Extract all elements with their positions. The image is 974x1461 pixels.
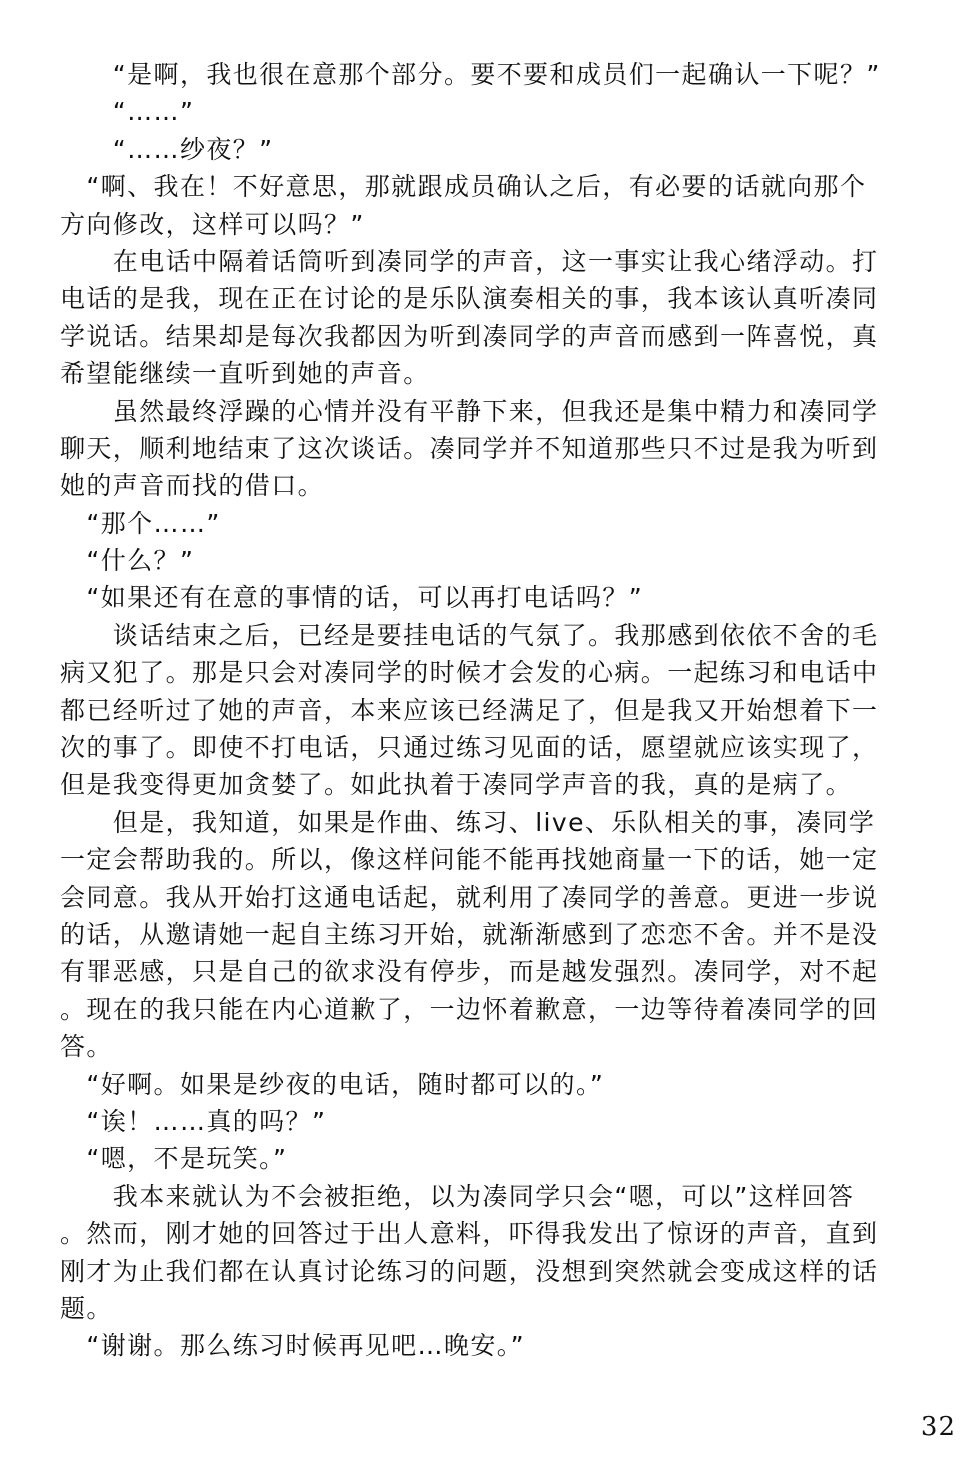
text-line: 会同意。我从开始打这通电话起，就利用了凑同学的善意。更进一步说 [60,882,879,912]
text-line: 都已经听过了她的声音，本来应该已经满足了，但是我又开始想着下一 [60,695,879,725]
text-line: 但是，我知道，如果是作曲、练习、live、乐队相关的事，凑同学 [60,807,876,837]
text-line: 电话的是我，现在正在讨论的是乐队演奏相关的事，我本该认真听凑同 [60,284,879,314]
body-text [60,56,916,1365]
text-line: 谈话结束之后，已经是要挂电话的气氛了。我那感到依依不舍的毛 [60,620,879,650]
text-line: 次的事了。即使不打电话，只通过练习见面的话，愿望就应该实现了， [60,733,879,763]
text-line: 。然而，刚才她的回答过于出人意料，吓得我发出了惊讶的声音，直到 [60,1219,879,1249]
text-line: 题。 [60,1293,113,1323]
text-line: “诶！……真的吗？” [60,1106,327,1136]
text-line: 在电话中隔着话筒听到凑同学的声音，这一事实让我心绪浮动。打 [60,246,879,276]
text-line: 刚才为止我们都在认真讨论练习的问题，没想到突然就会变成这样的话 [60,1256,879,1286]
text-line: 我本来就认为不会被拒绝，以为凑同学只会“嗯，可以”这样回答 [60,1181,855,1211]
text-line: “……” [60,97,195,127]
text-line: “那个……” [60,508,221,538]
page-number: 32 [920,1412,956,1442]
text-line: 答。 [60,1032,113,1062]
text-line: “好啊。如果是纱夜的电话，随时都可以的。” [60,1069,605,1099]
text-line: 。现在的我只能在内心道歉了，一边怀着歉意，一边等待着凑同学的回 [60,994,879,1024]
text-line: 方向修改，这样可以吗？” [60,209,365,239]
text-line: “……纱夜？” [60,134,274,164]
text-line: “谢谢。那么练习时候再见吧…晚安。” [60,1331,526,1361]
text-line: 病又犯了。那是只会对凑同学的时候才会发的心病。一起练习和电话中 [60,658,879,688]
text-line: 的话，从邀请她一起自主练习开始，就渐渐感到了恋恋不舍。并不是没 [60,919,879,949]
text-line: 虽然最终浮躁的心情并没有平静下来，但我还是集中精力和凑同学 [60,396,879,426]
text-line: “什么？” [60,546,195,576]
text-line: “是啊，我也很在意那个部分。要不要和成员们一起确认一下呢？” [60,60,881,89]
text-line: 聊天，顺利地结束了这次谈话。凑同学并不知道那些只不过是我为听到 [60,433,879,463]
text-line: “如果还有在意的事情的话，可以再打电话吗？” [60,583,644,613]
text-line: “嗯，不是玩笑。” [60,1144,288,1174]
text-line: 有罪恶感，只是自己的欲求没有停步，而是越发强烈。凑同学，对不起 [60,957,879,987]
text-line: 学说话。结果却是每次我都因为听到凑同学的声音而感到一阵喜悦，真 [60,321,879,351]
text-line: “啊、我在！不好意思，那就跟成员确认之后，有必要的话就向那个 [60,172,867,202]
text-line: 她的声音而找的借口。 [60,471,325,501]
text-line: 但是我变得更加贪婪了。如此执着于凑同学声音的我，真的是病了。 [60,770,853,800]
text-line: 希望能继续一直听到她的声音。 [60,359,430,389]
text-line: 一定会帮助我的。所以，像这样问能不能再找她商量一下的话，她一定 [60,845,879,875]
